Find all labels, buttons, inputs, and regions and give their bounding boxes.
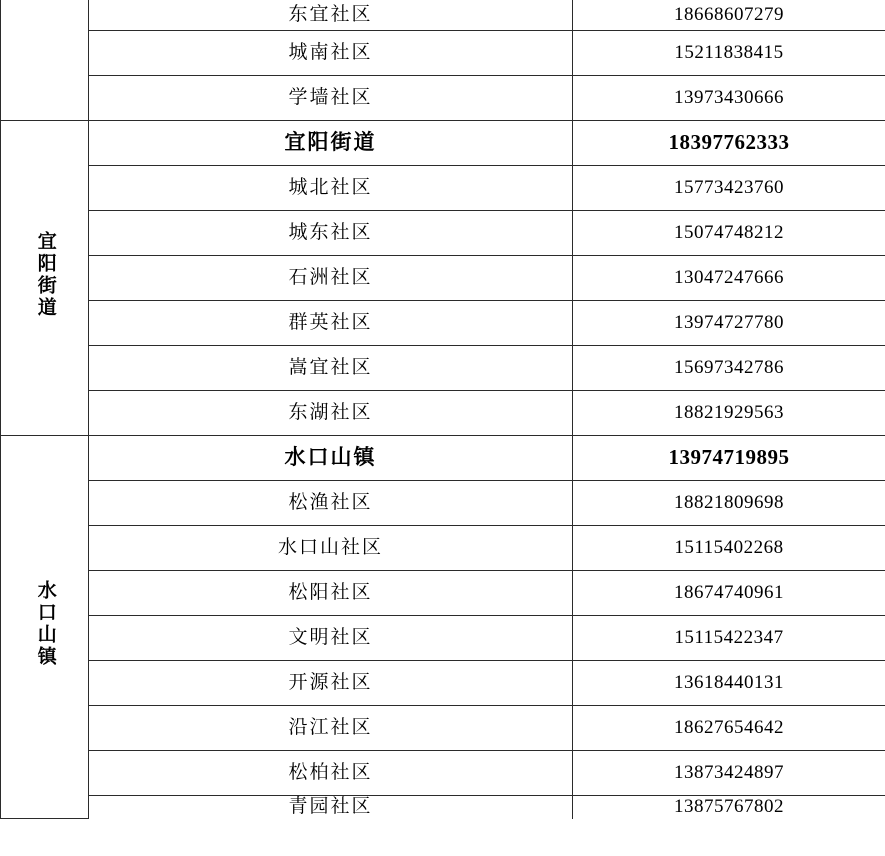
community-name-cell: 城北社区 — [89, 166, 573, 211]
table-body — [1, 0, 885, 819]
community-name-cell: 水口山镇 — [89, 436, 573, 481]
table-row — [1, 211, 885, 256]
community-name-cell: 开源社区 — [89, 661, 573, 706]
row-group-label — [1, 0, 89, 121]
row-group-text: 水口山镇 — [34, 579, 56, 668]
community-name-cell: 东宜社区 — [89, 0, 573, 31]
phone-number-cell: 13974727780 — [573, 301, 885, 346]
phone-number-cell: 15211838415 — [573, 31, 885, 76]
table-row — [1, 571, 885, 616]
table-row — [1, 751, 885, 796]
phone-number-cell: 15115422347 — [573, 616, 885, 661]
table-row — [1, 346, 885, 391]
row-group-text: 宜阳街道 — [34, 230, 56, 319]
table-row — [1, 616, 885, 661]
phone-number-cell: 18674740961 — [573, 571, 885, 616]
row-group-label — [1, 121, 89, 436]
table-row — [1, 391, 885, 436]
table-row — [1, 526, 885, 571]
phone-number-cell: 18627654642 — [573, 706, 885, 751]
phone-number-cell: 15697342786 — [573, 346, 885, 391]
table-row — [1, 301, 885, 346]
phone-number-cell: 15115402268 — [573, 526, 885, 571]
community-name-cell: 水口山社区 — [89, 526, 573, 571]
community-name-cell: 学墙社区 — [89, 76, 573, 121]
phone-number-cell: 13618440131 — [573, 661, 885, 706]
phone-number-cell: 13047247666 — [573, 256, 885, 301]
table-row — [1, 31, 885, 76]
community-name-cell: 文明社区 — [89, 616, 573, 661]
community-name-cell: 城南社区 — [89, 31, 573, 76]
row-group-label — [1, 436, 89, 819]
table-row — [1, 481, 885, 526]
community-name-cell: 群英社区 — [89, 301, 573, 346]
community-name-cell: 青园社区 — [89, 796, 573, 819]
community-name-cell: 嵩宜社区 — [89, 346, 573, 391]
community-name-cell: 石洲社区 — [89, 256, 573, 301]
table-row — [1, 706, 885, 751]
phone-number-cell: 13973430666 — [573, 76, 885, 121]
community-name-cell: 沿江社区 — [89, 706, 573, 751]
table-row — [1, 166, 885, 211]
phone-number-cell: 13974719895 — [573, 436, 885, 481]
table-row — [1, 76, 885, 121]
table-row — [1, 796, 885, 819]
community-name-cell: 松柏社区 — [89, 751, 573, 796]
community-name-cell: 宜阳街道 — [89, 121, 573, 166]
table-row — [1, 436, 885, 481]
phone-number-cell: 18397762333 — [573, 121, 885, 166]
phone-number-cell: 13873424897 — [573, 751, 885, 796]
community-name-cell: 东湖社区 — [89, 391, 573, 436]
phone-number-cell: 15074748212 — [573, 211, 885, 256]
table-row — [1, 121, 885, 166]
phone-number-cell: 13875767802 — [573, 796, 885, 819]
table-row — [1, 256, 885, 301]
phone-number-cell: 18668607279 — [573, 0, 885, 31]
table-row — [1, 661, 885, 706]
phone-number-cell: 15773423760 — [573, 166, 885, 211]
phone-number-cell: 18821809698 — [573, 481, 885, 526]
phone-number-cell: 18821929563 — [573, 391, 885, 436]
community-name-cell: 城东社区 — [89, 211, 573, 256]
table-row — [1, 0, 885, 31]
community-name-cell: 松渔社区 — [89, 481, 573, 526]
community-name-cell: 松阳社区 — [89, 571, 573, 616]
